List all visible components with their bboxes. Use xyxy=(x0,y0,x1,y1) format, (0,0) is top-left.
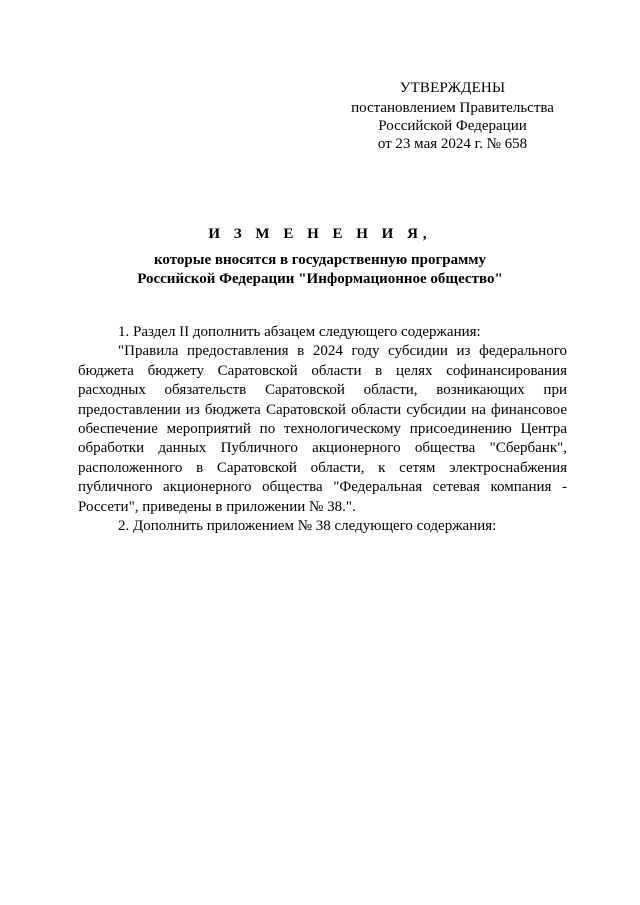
paragraph-2: "Правила предоставления в 2024 году субсидии из федерального бюджета бюджету Саратовской области в целях софинансирования расходных обязательств Саратовской области, возникающих при предоставлении из бюджета Саратовской области субсидии на финансовое обеспечение мероприятий по технологическому присоединению Центра обработки данных Публичного акционерного общества "Сбербанк", расположенного в Саратовской области, к сетям электроснабжения публичного акционерного общества "Федеральная сетевая компания - Россети", приведены в приложении № 38.". xyxy=(78,343,567,515)
paragraph-3: 2. Дополнить приложением № 38 следующего содержания: xyxy=(118,518,497,535)
document-subtitle-line-2: Российской Федерации "Информационное общество" xyxy=(137,271,503,287)
approval-line-2: Российской Федерации xyxy=(378,118,527,134)
approval-line-3: от 23 мая 2024 г. № 658 xyxy=(377,136,528,152)
document-body xyxy=(78,323,567,536)
document-title: И З М Е Н Е Н И Я, xyxy=(208,226,432,242)
approval-line-1: постановлением Правительства xyxy=(351,100,554,116)
document-heading xyxy=(60,226,580,289)
approved-label: УТВЕРЖДЕНЫ xyxy=(399,80,506,96)
paragraph-1: 1. Раздел II дополнить абзацем следующего содержания: xyxy=(118,324,481,340)
approval-stamp xyxy=(340,79,565,153)
document-subtitle-line-1: которые вносятся в государственную программу xyxy=(153,252,487,268)
